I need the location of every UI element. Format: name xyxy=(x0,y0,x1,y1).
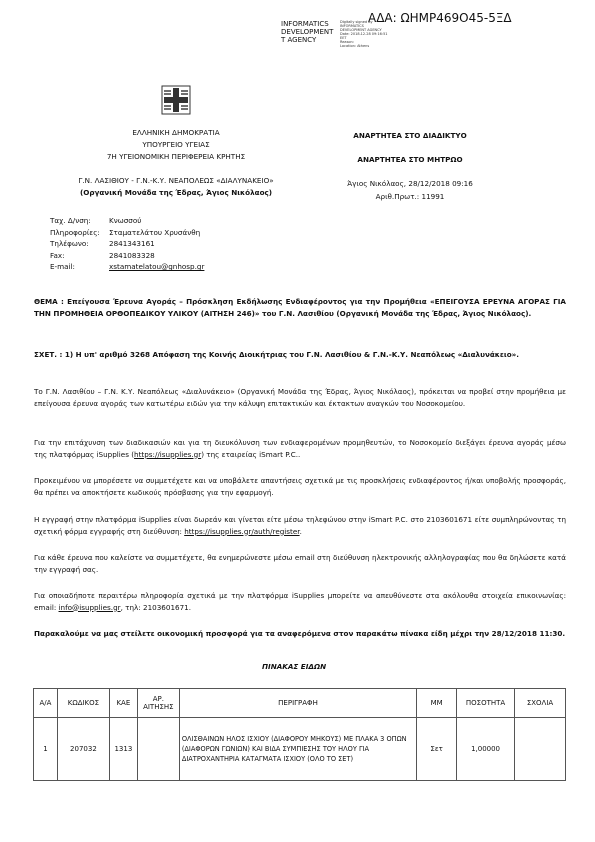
header-kae: ΚΑΕ xyxy=(109,689,137,718)
issuer-block xyxy=(60,127,292,199)
contact-value: Σταματελάτου Χρυσάνθη xyxy=(109,227,201,237)
registration-paragraph xyxy=(34,514,566,537)
cell-aa: 1 xyxy=(34,718,58,781)
contact-row-info xyxy=(50,228,290,240)
contact-label: Τηλέφωνο: xyxy=(50,239,89,248)
contact-value: Κνωσσού xyxy=(109,216,142,225)
idg-line: INFORMATICS xyxy=(281,20,329,28)
cell-kae: 1313 xyxy=(109,718,137,781)
ada-number: ΑΔΑ: ΩΗΜΡ469Ο45-5ΞΔ xyxy=(368,11,512,25)
contact-value: 2841083328 xyxy=(109,250,155,260)
issuer-hospital: Γ.Ν. ΛΑΣΙΘΙΟΥ - Γ.Ν.-Κ.Υ. ΝΕΑΠΟΛΕΩΣ «ΔΙΑΛΥΝΑΚΕΙΟ» xyxy=(78,176,274,185)
notification-paragraph: Για κάθε έρευνα που καλείστε να συμμετέχετε, θα ενημερώνεστε μέσω email στη διεύθυνση ηλεκτρονικής αλληλογραφίας που θα δηλώσετε κατά την εγγραφή σας. xyxy=(34,553,566,574)
contact-row-address xyxy=(50,216,290,228)
contact-details xyxy=(50,216,290,274)
contact-label: E-mail: xyxy=(50,262,75,271)
cell-notes xyxy=(515,718,566,781)
cell-unit: Σετ xyxy=(417,718,457,781)
table-row xyxy=(34,718,566,781)
greek-emblem-icon xyxy=(161,85,191,115)
contact-label: Ταχ. Δ/νση: xyxy=(50,216,91,225)
table-header-row xyxy=(34,689,566,718)
idg-line: T AGENCY xyxy=(281,36,317,44)
signature-details xyxy=(340,20,388,48)
signature-detail: INFORMATICS xyxy=(340,24,364,28)
header-unit: ΜΜ xyxy=(417,689,457,718)
support-email-link[interactable]: info@isupplies.gr xyxy=(58,602,121,612)
header-code: ΚΩΔΙΚΟΣ xyxy=(57,689,109,718)
signature-detail: Date: 2018.12.28 09:16:51 xyxy=(340,32,388,36)
signature-detail: Digitally signed by xyxy=(340,20,373,24)
cell-request xyxy=(137,718,179,781)
cell-description: ΟΛΙΣΘΑΙΝΩΝ ΗΛΟΣ ΙΣΧΙΟΥ (ΔΙΑΦΟΡΟΥ ΜΗΚΟΥΣ) ΜΕ ΠΛΑΚΑ 3 ΟΠΩΝ (ΔΙΑΦΟΡΩΝ ΓΩΝΙΩΝ) ΚΑΙ ΒΙΔΑ ΣΥΜΠΙΕΣΗΣ ΤΟΥ ΗΛΟΥ ΓΙΑ ΔΙΑΤΡΟΧΑΝΤΗΡΙΑ ΚΑΤΑΓΜΑΤΑ ΙΣΧΙΟΥ (ΟΛΟ ΤΟ ΣΕΤ) xyxy=(179,718,416,781)
platform-text: Για την επιτάχυνση των διαδικασιών και για τη διευκόλυνση των ενδιαφερομένων προμηθευτών, το Νοσοκομείο διεξάγει έρευνα αγοράς μέσω της πλατφόρμας iSupplies ( xyxy=(34,438,566,459)
platform-paragraph xyxy=(34,437,566,460)
posting-block xyxy=(330,130,490,203)
subject-paragraph: ΘΕΜΑ : Επείγουσα Έρευνα Αγοράς – Πρόσκληση Εκδήλωσης Ενδιαφέροντος για την Προμήθεια «ΕΠΕΙΓΟΥΣΑ ΕΡΕΥΝΑ ΑΓΟΡΑΣ ΓΙΑ ΤΗΝ ΠΡΟΜΗΘΕΙΑ ΟΡΘΟΠΕΔΙΚΟΥ ΥΛΙΚΟΥ (ΑΙΤΗΣΗ 246)» του Γ.Ν. Λασιθίου (Οργανική Μονάδα της Έδρας, Άγιος Νικόλαος). xyxy=(34,297,566,318)
contact-email-link[interactable]: xstamatelatou@gnhosp.gr xyxy=(109,262,205,271)
platform-text-end: ) της εταιρείας iSmart P.C.. xyxy=(201,449,301,459)
offer-request-paragraph: Παρακαλούμε να μας στείλετε οικονομική προσφορά για τα αναφερόμενα στον παρακάτω πίνακα είδη μέχρι την 28/12/2018 11:30. xyxy=(34,629,566,638)
items-table-title: ΠΙΝΑΚΑΣ ΕΙΔΩΝ xyxy=(262,662,327,671)
register-link[interactable]: https://isupplies.gr/auth/register xyxy=(184,526,300,536)
header-quantity: ΠΟΣΟΤΗΤΑ xyxy=(457,689,515,718)
signature-detail: Reason: xyxy=(340,40,354,44)
registration-text-end: . xyxy=(299,526,302,536)
isupplies-link[interactable]: https://isupplies.gr xyxy=(134,449,202,459)
support-text-end: , τηλ: 2103601671. xyxy=(120,602,192,612)
signature-detail: Location: Athens xyxy=(340,44,370,48)
idg-line: DEVELOPMENT xyxy=(281,28,334,36)
header-notes: ΣΧΟΛΙΑ xyxy=(515,689,566,718)
issuer-ministry: ΥΠΟΥΡΓΕΙΟ ΥΓΕΙΑΣ xyxy=(142,140,210,149)
header-description: ΠΕΡΙΓΡΑΦΗ xyxy=(179,689,416,718)
credentials-paragraph: Προκειμένου να μπορέσετε να συμμετέχετε και να υποβάλετε απαντήσεις σχετικά με τις προσκλήσεις ενδιαφέροντος ή/και υποβολής προσφοράς, θα πρέπει να αποκτήσετε κωδικούς πρόσβασης για την εφαρμογή. xyxy=(34,476,566,497)
contact-label: Fax: xyxy=(50,250,65,260)
document-date: Άγιος Νικόλαος, 28/12/2018 09:16 xyxy=(347,179,473,188)
items-table xyxy=(33,688,566,781)
contact-row-email xyxy=(50,262,290,274)
issuer-region: 7Η ΥΓΕΙΟΝΟΜΙΚΗ ΠΕΡΙΦΕΡΕΙΑ ΚΡΗΤΗΣ xyxy=(106,152,246,161)
digital-signature-block xyxy=(281,20,333,44)
signature-detail: EET xyxy=(340,36,347,40)
posting-internet: ΑΝΑΡΤΗΤΕΑ ΣΤΟ ΔΙΑΔΙΚΤΥΟ xyxy=(353,131,467,140)
support-text: Για οποιαδήποτε περαιτέρω πληροφορία σχετικά με την πλατφόρμα iSupplies μπορείτε να απευθύνεστε στα ακόλουθα στοιχεία επικοινωνίας: email: xyxy=(34,591,566,612)
issuer-country: ΕΛΛΗΝΙΚΗ ΔΗΜΟΚΡΑΤΙΑ xyxy=(132,128,220,137)
header-request: ΑΡ. ΑΙΤΗΣΗΣ xyxy=(137,689,179,718)
protocol-number: Αριθ.Πρωτ.: 11991 xyxy=(375,192,445,201)
registration-text: Η εγγραφή στην πλατφόρμα iSupplies είναι δωρεάν και γίνεται είτε μέσω τηλεφώνου στην iSmart P.C. στο 2103601671 είτε συμπληρώνοντας τη σχετική φόρμα εγγραφής στη διεύθυνση: xyxy=(34,515,566,536)
cell-quantity: 1,00000 xyxy=(457,718,515,781)
contact-row-phone xyxy=(50,239,290,251)
related-paragraph: ΣΧΕΤ. : 1) Η υπ' αριθμό 3268 Απόφαση της Κοινής Διοικήτριας του Γ.Ν. Λασιθίου & Γ.Ν.-Κ.Υ. Νεαπόλεως «Διαλυνάκειο». xyxy=(34,350,520,359)
signature-detail: DEVELOPMENT AGENCY xyxy=(340,28,382,32)
posting-registry: ΑΝΑΡΤΗΤΕΑ ΣΤΟ ΜΗΤΡΩΟ xyxy=(357,155,463,164)
contact-label: Πληροφορίες: xyxy=(50,227,100,237)
issuer-unit: (Οργανική Μονάδα της Έδρας, Άγιος Νικόλαος) xyxy=(79,188,273,197)
header-aa: Α/Α xyxy=(34,689,58,718)
support-paragraph xyxy=(34,590,566,613)
cell-code: 207032 xyxy=(57,718,109,781)
contact-row-fax xyxy=(50,251,290,263)
intro-paragraph: Το Γ.Ν. Λασιθίου – Γ.Ν. Κ.Υ. Νεαπόλεως «Διαλυνάκειο» (Οργανική Μονάδα της Έδρας, Άγιος Νικόλαος), πρόκειται να προβεί στην προμήθεια με επείγουσα έρευνα αγοράς των κατωτέρω ειδών για την κάλυψη επιτακτικών και έκτακτων αναγκών του Νοσοκομείου. xyxy=(34,387,566,408)
contact-value: 2841343161 xyxy=(109,239,155,248)
